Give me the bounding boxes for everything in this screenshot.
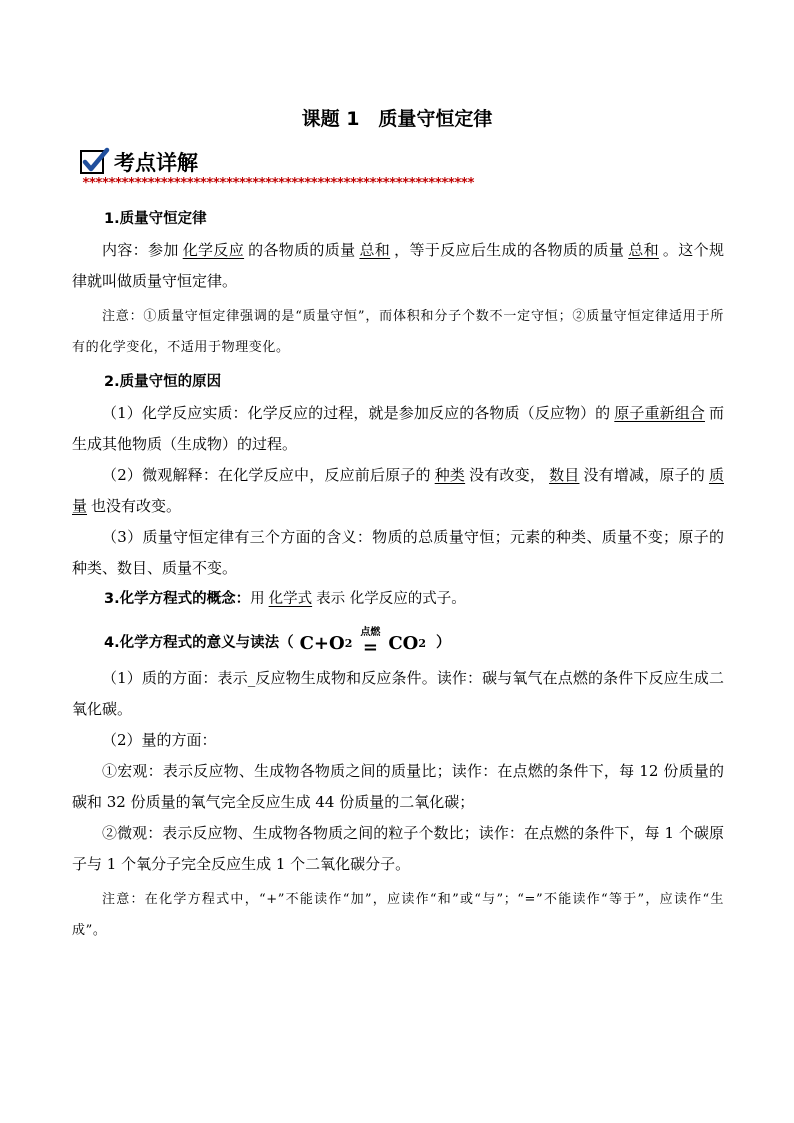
paragraph-micro-ratio: ②微观：表示反应物、生成物各物质之间的粒子个数比；读作：在点燃的条件下，每 1 个碳原子与 1 个氧分子完全反应生成 1 个二氧化碳分子。	[72, 824, 724, 873]
text: 用	[250, 591, 265, 607]
text: ）	[436, 635, 451, 651]
blank-answer: 化学反应	[182, 241, 245, 259]
blank-answer: 总和	[359, 241, 391, 259]
eq-condition	[360, 627, 380, 657]
text: 的各物质的质量	[248, 241, 356, 259]
chemical-equation	[300, 628, 426, 659]
blank-answer: 质量	[72, 466, 724, 515]
blank-answer: 数目	[549, 466, 580, 484]
eq-reactants: C+O	[299, 633, 345, 654]
paragraph-reaction-essence	[72, 398, 724, 460]
paragraph-content	[72, 235, 724, 297]
text: 4.化学方程式的意义与读法	[104, 635, 280, 651]
text: （2）微观解释：在化学反应中，反应前后原子的	[102, 466, 431, 484]
note-2: 注意：在化学方程式中，“+”不能读作“加”，应读作“和”或“与”；“=”不能读作“等于”，应读作“生成”。	[72, 892, 724, 938]
text: 而生成其他物质（生成物）的过程。	[72, 404, 724, 453]
paragraph-quality: （1）质的方面：表示_反应物生成物和反应条件。读作：碳与氧气在点燃的条件下反应生成二氧化碳。	[72, 669, 724, 718]
text: 也没有改变。	[91, 497, 182, 515]
eq-sign: =	[362, 637, 378, 658]
text: 内容：参加	[102, 241, 179, 259]
heading-2: 2.质量守恒的原因	[104, 374, 222, 390]
section-label: 考点详解	[114, 151, 198, 175]
text: ，等于反应后生成的各物质的质量	[394, 241, 625, 259]
text: 3.化学方程式的概念：	[104, 591, 251, 607]
heading-4	[72, 615, 724, 659]
star-divider: ************************************************************	[82, 176, 474, 191]
eq-subscript: 2	[344, 637, 353, 650]
paragraph-three-aspects: （3）质量守恒定律有三个方面的含义：物质的总质量守恒；元素的种类、质量不变；原子的种类、数目、质量不变。	[72, 528, 724, 577]
page-title: 课题 1 质量守恒定律	[301, 108, 493, 130]
text: （1）化学反应实质：化学反应的过程，就是参加反应的各物质（反应物）的	[102, 404, 611, 422]
paragraph-micro	[72, 460, 724, 522]
blank-answer: 种类	[434, 466, 466, 484]
blank-answer: 化学式	[268, 591, 313, 607]
text: 没有增减，原子的	[583, 466, 705, 484]
text: 表示 化学反应的式子。	[316, 591, 466, 607]
text: （	[279, 635, 294, 651]
text: 没有改变，	[469, 466, 546, 484]
section-header	[80, 147, 198, 177]
blank-answer: 总和	[628, 241, 659, 259]
checkbox-icon	[80, 150, 104, 174]
note-1: 注意：①质量守恒定律强调的是“质量守恒”，而体积和分子个数不一定守恒；②质量守恒定律适用于所有的化学变化，不适用于物理变化。	[72, 309, 724, 355]
eq-product: CO	[388, 633, 419, 654]
paragraph-quantity: （2）量的方面：	[102, 731, 217, 749]
eq-condition-label: 点燃	[360, 627, 381, 638]
heading-3	[72, 584, 724, 615]
eq-subscript: 2	[418, 637, 427, 650]
text: 。这个规律就叫做质量守恒定律。	[72, 241, 724, 290]
blank-answer: 原子重新组合	[614, 404, 705, 422]
heading-1: 1.质量守恒定律	[104, 211, 207, 227]
content-body	[72, 204, 724, 946]
paragraph-macro: ①宏观：表示反应物、生成物各物质之间的质量比；读作：在点燃的条件下，每 12 份质量的碳和 32 份质量的氧气完全反应生成 44 份质量的二氧化碳；	[72, 762, 724, 811]
